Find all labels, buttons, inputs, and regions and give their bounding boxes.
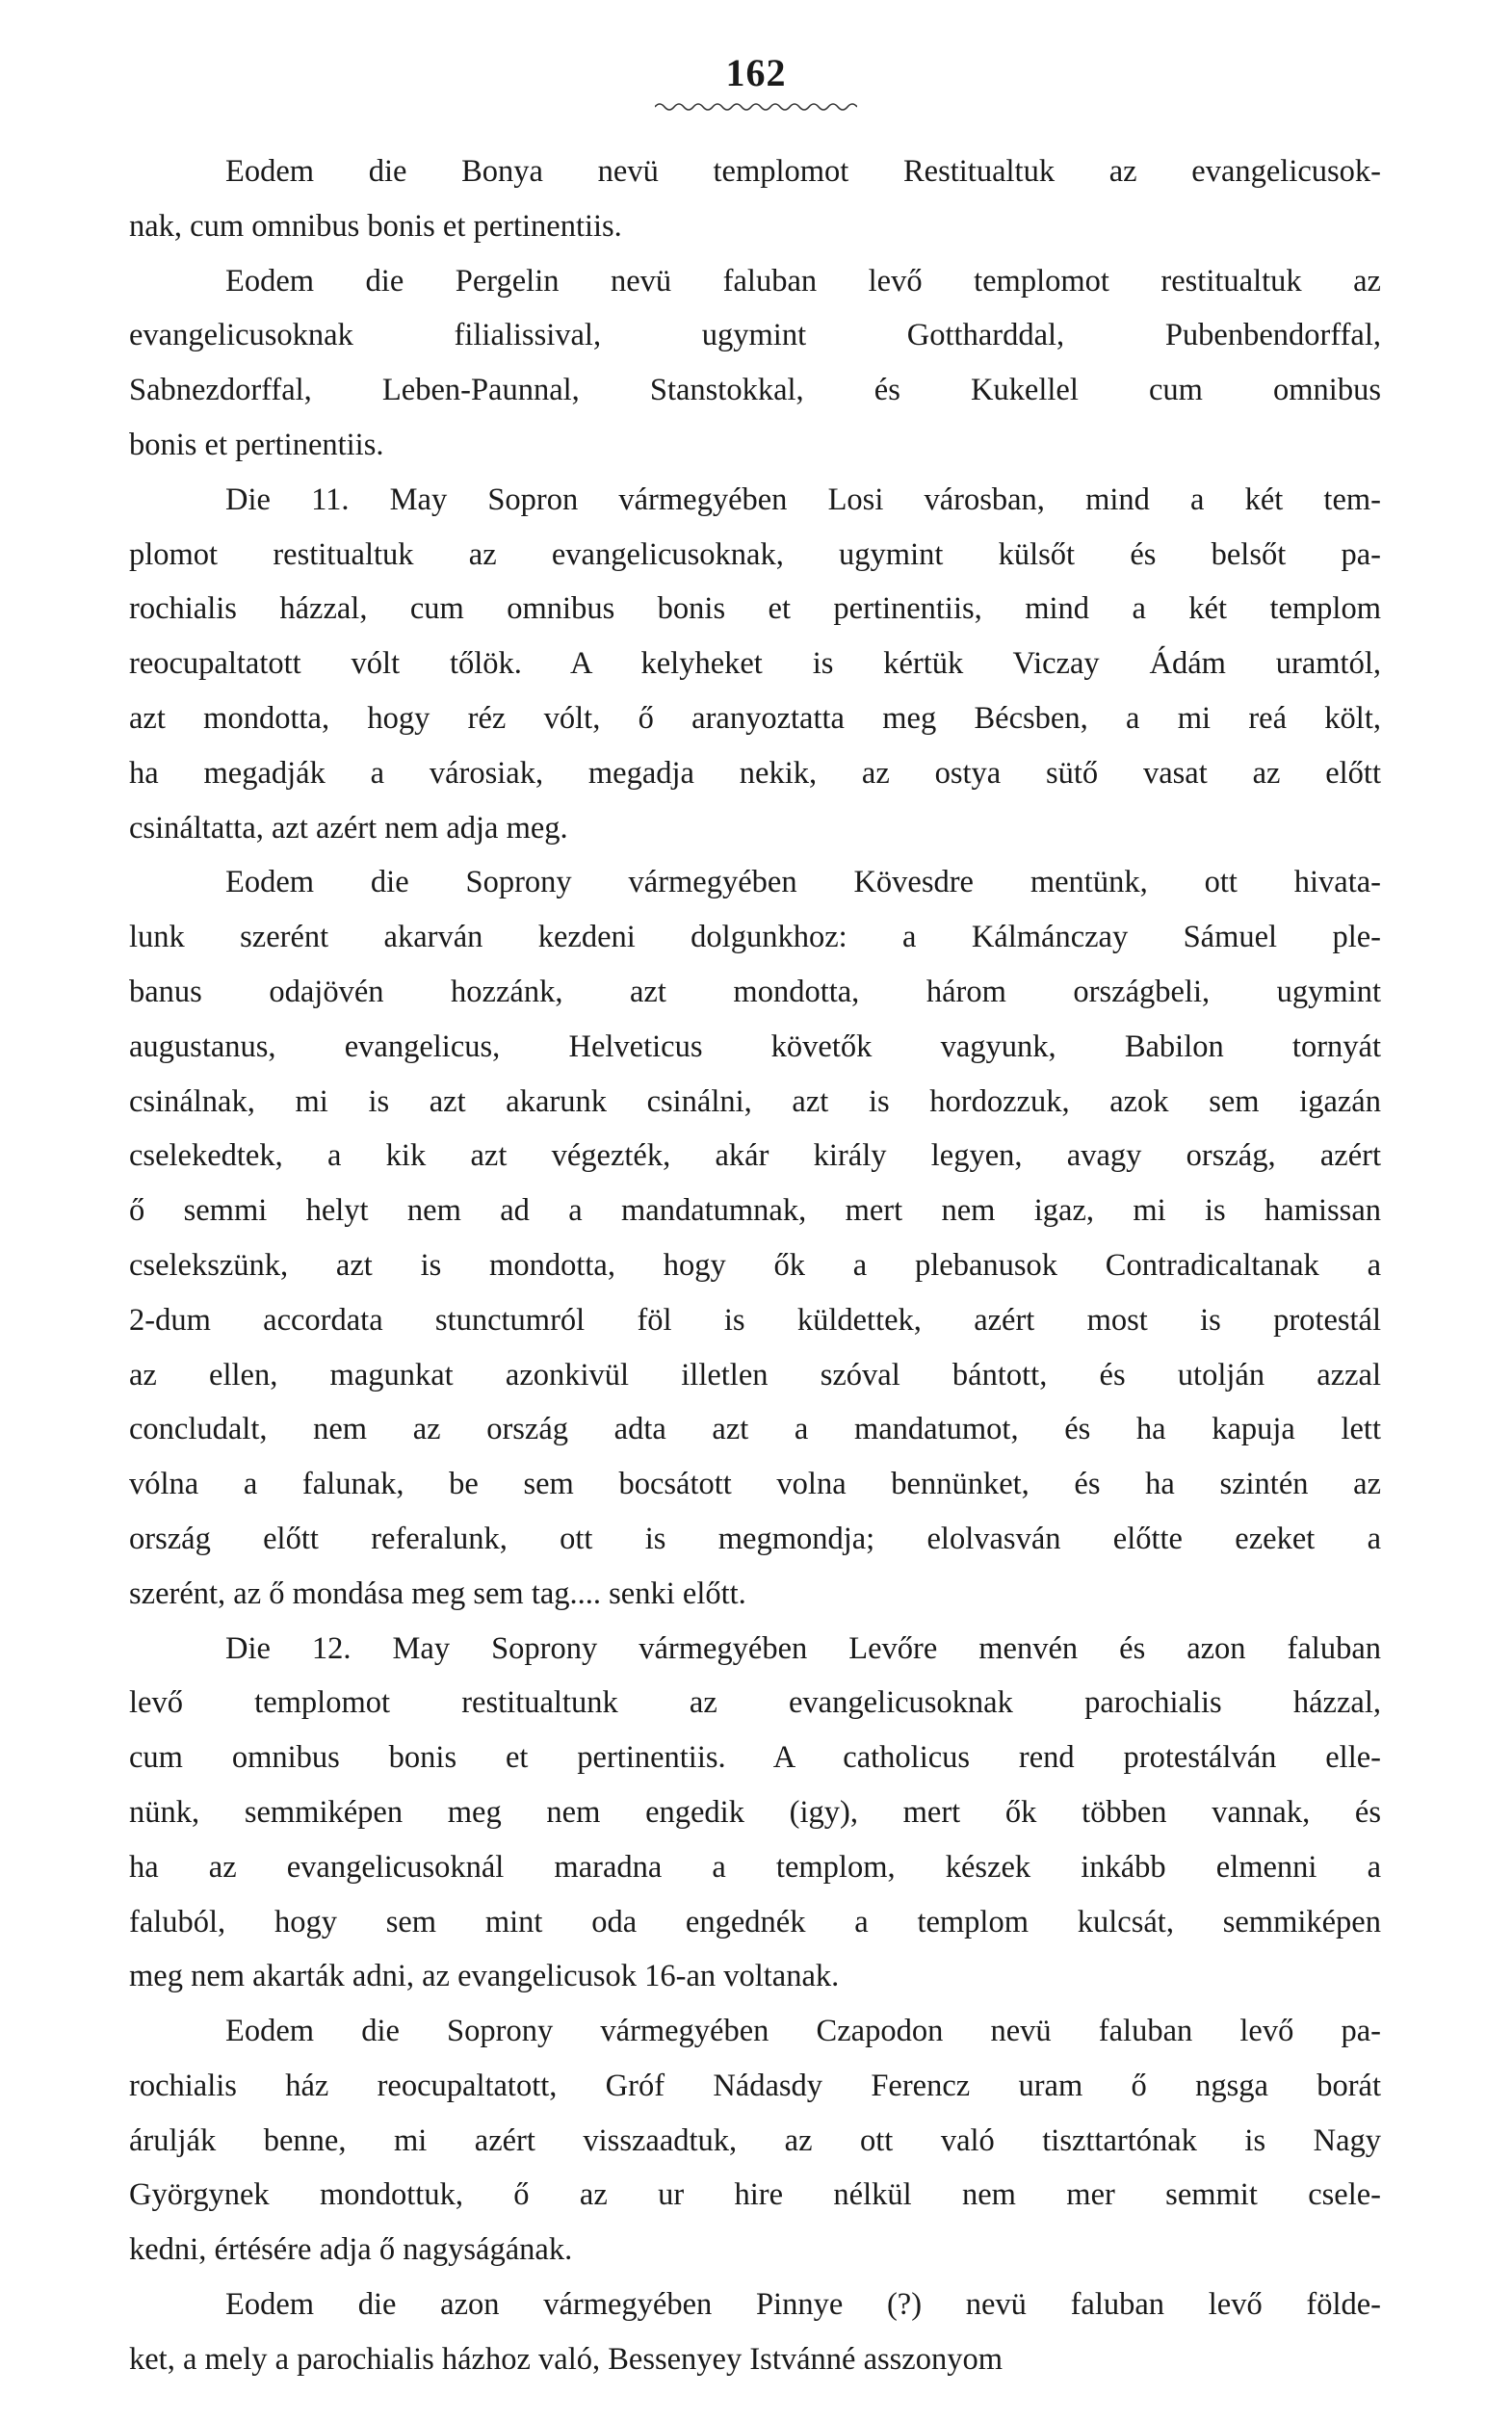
text-line: Györgynek mondottuk, ő az ur hire nélkül nem mer semmit csele- <box>129 2177 1381 2213</box>
text-line: Eodem die azon vármegyében Pinnye (?) nevü faluban levő földe- <box>225 2287 1381 2323</box>
text-line: concludalt, nem az ország adta azt a mandatumot, és ha kapuja lett <box>129 1412 1381 1447</box>
text-line: 2-dum accordata stunctumról föl is küldettek, azért most is protestál <box>129 1302 1381 1338</box>
paragraph <box>129 254 1381 473</box>
text-line: ket, a mely a parochialis házhoz való, Bessenyey Istvánné asszonyom <box>129 2341 1004 2377</box>
text-line: rochialis házzal, cum omnibus bonis et pertinentiis, mind a két templom <box>129 591 1381 627</box>
paragraph <box>129 144 1381 254</box>
text-line: Eodem die Bonya nevü templomot Restitualtuk az evangelicusok- <box>225 154 1381 189</box>
text-line: cselekedtek, a kik azt végezték, akár király legyen, avagy ország, azért <box>129 1138 1381 1174</box>
text-line: ország előtt referalunk, ott is megmondja; elolvasván előtte ezeket a <box>129 1521 1381 1556</box>
paragraph <box>129 855 1381 1621</box>
text-line: faluból, hogy sem mint oda engednék a templom kulcsát, semmiképen <box>129 1904 1381 1939</box>
text-line: csinálnak, mi is azt akarunk csinálni, azt is hordozzuk, azok sem igazán <box>129 1083 1381 1119</box>
text-line: nak, cum omnibus bonis et pertinentiis. <box>129 208 622 244</box>
text-line: csináltatta, azt azért nem adja meg. <box>129 810 568 846</box>
paragraph <box>129 473 1381 856</box>
text-line: cselekszünk, azt is mondotta, hogy ők a plebanusok Contradicaltanak a <box>129 1247 1381 1283</box>
text-line: árulják benne, mi azért visszaadtuk, az ott való tiszttartónak is Nagy <box>129 2122 1381 2158</box>
text-line: reocupaltatott vólt tőlök. A kelyheket is kértük Viczay Ádám uramtól, <box>129 646 1381 682</box>
text-line: Eodem die Soprony vármegyében Kövesdre mentünk, ott hivata- <box>225 865 1381 900</box>
text-line: cum omnibus bonis et pertinentiis. A catholicus rend protestálván elle- <box>129 1740 1381 1776</box>
text-line: Sabnezdorffal, Leben-Paunnal, Stanstokkal, és Kukellel cum omnibus <box>129 373 1381 408</box>
body-text <box>129 144 1381 2387</box>
text-line: Eodem die Pergelin nevü faluban levő templomot restitualtuk az <box>225 263 1381 299</box>
text-line: ha az evangelicusoknál maradna a templom, készek inkább elmenni a <box>129 1849 1381 1885</box>
paragraph <box>129 1622 1381 2005</box>
page-number: 162 <box>725 51 787 94</box>
text-line: Die 11. May Sopron vármegyében Losi városban, mind a két tem- <box>225 482 1381 517</box>
text-line: azt mondotta, hogy réz vólt, ő aranyoztatta meg Bécsben, a mi reá költ, <box>129 700 1381 736</box>
text-line: evangelicusoknak filialissival, ugymint Gottharddal, Pubenbendorffal, <box>129 318 1381 353</box>
text-line: augustanus, evangelicus, Helveticus követők vagyunk, Babilon tornyát <box>129 1028 1381 1064</box>
text-line: lunk szerént akarván kezdeni dolgunkhoz: a Kálmánczay Sámuel ple- <box>129 920 1381 955</box>
text-line: banus odajövén hozzánk, azt mondotta, három országbeli, ugymint <box>129 974 1381 1009</box>
text-line: plomot restitualtuk az evangelicusoknak, ugymint külsőt és belsőt pa- <box>129 536 1381 572</box>
ornament-divider-icon <box>655 100 857 114</box>
text-line: kedni, értésére adja ő nagyságának. <box>129 2232 573 2268</box>
text-line: ha megadják a városiak, megadja nekik, az ostya sütő vasat az előtt <box>129 755 1381 791</box>
text-line: vólna a falunak, be sem bocsátott volna bennünket, és ha szintén az <box>129 1467 1381 1502</box>
text-line: levő templomot restitualtunk az evangelicusoknak parochialis házzal, <box>129 1685 1381 1721</box>
text-line: nünk, semmiképen meg nem engedik (igy), mert ők többen vannak, és <box>129 1794 1381 1830</box>
text-line: rochialis ház reocupaltatott, Gróf Nádasdy Ferencz uram ő ngsga borát <box>129 2068 1381 2103</box>
text-line: meg nem akarták adni, az evangelicusok 16-an voltanak. <box>129 1959 840 1994</box>
text-line: Eodem die Soprony vármegyében Czapodon nevü faluban levő pa- <box>225 2014 1381 2049</box>
text-line: Die 12. May Soprony vármegyében Levőre menvén és azon faluban <box>225 1630 1381 1666</box>
text-line: ő semmi helyt nem ad a mandatumnak, mert nem igaz, mi is hamissan <box>129 1193 1381 1229</box>
text-line: az ellen, magunkat azonkivül illetlen szóval bántott, és utolján azzal <box>129 1357 1381 1393</box>
text-line: szerént, az ő mondása meg sem tag.... senki előtt. <box>129 1575 746 1611</box>
paragraph <box>129 2278 1381 2387</box>
paragraph <box>129 2004 1381 2278</box>
text-line: bonis et pertinentiis. <box>129 427 384 462</box>
